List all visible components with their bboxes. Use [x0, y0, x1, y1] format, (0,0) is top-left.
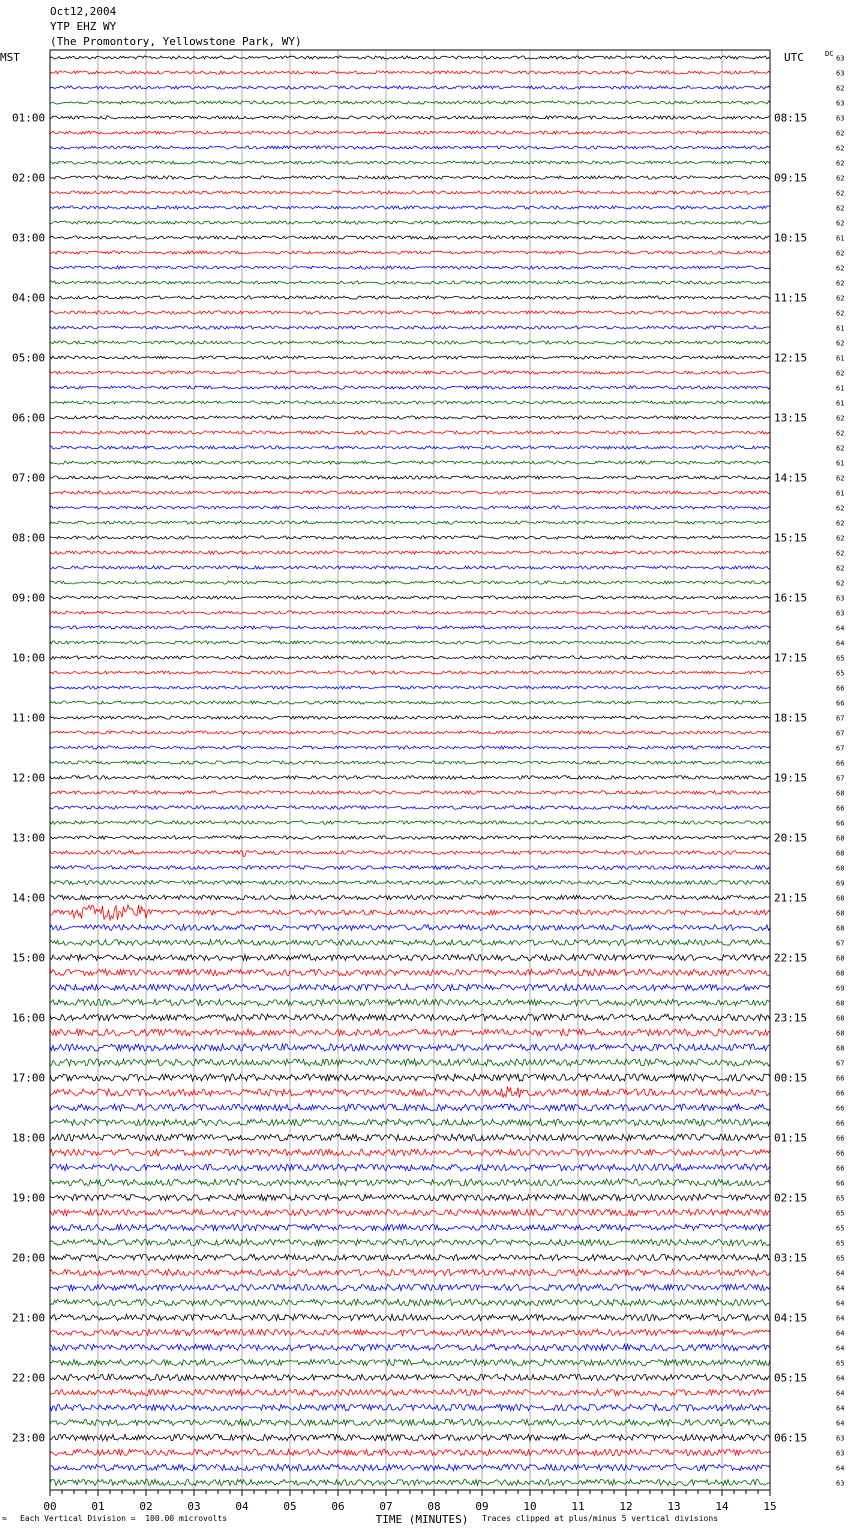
- utc-hour-label: 23:15: [774, 1011, 808, 1025]
- seismic-trace: [50, 371, 770, 374]
- seismic-trace: [50, 1104, 770, 1111]
- seismic-trace: [50, 969, 770, 975]
- dc-offset-label: 64: [836, 1389, 845, 1398]
- dc-offset-label: 62: [836, 264, 845, 273]
- seismic-trace: [50, 701, 770, 704]
- mst-hour-label: 09:00: [12, 591, 46, 605]
- mst-hour-label: 07:00: [12, 471, 46, 485]
- seismic-trace: [50, 1449, 770, 1455]
- utc-hour-label: 10:15: [774, 231, 808, 245]
- dc-offset-label: 62: [836, 579, 845, 588]
- seismic-trace: [50, 146, 770, 149]
- seismic-trace: [50, 1374, 770, 1380]
- dc-offset-label: 62: [836, 204, 845, 213]
- dc-offset-label: 69: [836, 879, 845, 888]
- seismic-trace: [50, 791, 770, 795]
- seismic-trace: [50, 1269, 770, 1275]
- dc-offset-label: 66: [836, 1179, 845, 1188]
- dc-offset-label: 63: [836, 594, 845, 603]
- seismic-trace: [50, 581, 770, 584]
- mst-hour-label: 19:00: [12, 1191, 46, 1205]
- seismic-trace: [50, 850, 770, 856]
- seismic-trace: [50, 1239, 770, 1245]
- seismic-trace: [50, 641, 770, 644]
- dc-offset-label: 66: [836, 1074, 845, 1083]
- utc-hour-label: 01:15: [774, 1131, 808, 1145]
- x-tick-label: 01: [91, 1500, 105, 1513]
- dc-offset-label: 62: [836, 429, 845, 438]
- dc-offset-label: 66: [836, 804, 845, 813]
- seismic-trace: [50, 1029, 770, 1036]
- seismic-trace: [50, 1119, 770, 1126]
- seismic-trace: [50, 71, 770, 74]
- mst-hour-label: 11:00: [12, 711, 46, 725]
- seismic-trace: [50, 131, 770, 134]
- utc-hour-label: 17:15: [774, 651, 808, 665]
- mst-hour-label: 08:00: [12, 531, 46, 545]
- dc-offset-label: 67: [836, 1059, 845, 1068]
- dc-offset-label: 66: [836, 819, 845, 828]
- x-tick-label: 02: [139, 1500, 153, 1513]
- dc-offset-label: 67: [836, 714, 845, 723]
- dc-offset-label: 64: [836, 1284, 845, 1293]
- mst-hour-label: 02:00: [12, 171, 46, 185]
- seismic-trace: [50, 191, 770, 194]
- utc-hour-label: 21:15: [774, 891, 808, 905]
- seismic-trace: [50, 999, 770, 1005]
- utc-hour-label: 11:15: [774, 291, 808, 305]
- dc-offset-label: 67: [836, 729, 845, 738]
- utc-hour-label: 20:15: [774, 831, 808, 845]
- dc-offset-label: 62: [836, 444, 845, 453]
- seismic-trace: [50, 1059, 770, 1066]
- seismic-trace: [50, 731, 770, 734]
- mst-hour-label: 05:00: [12, 351, 46, 365]
- seismic-trace: [50, 536, 770, 539]
- utc-hour-label: 15:15: [774, 531, 808, 545]
- seismic-trace: [50, 236, 770, 239]
- seismic-trace: [50, 176, 770, 179]
- seismic-trace: [50, 251, 770, 254]
- dc-offset-label: 65: [836, 654, 845, 663]
- mst-hour-label: 04:00: [12, 291, 46, 305]
- dc-offset-label: 65: [836, 1359, 845, 1368]
- dc-offset-label: 66: [836, 699, 845, 708]
- dc-offset-label: 61: [836, 399, 845, 408]
- seismic-trace: [50, 1464, 770, 1470]
- utc-hour-label: 04:15: [774, 1311, 808, 1325]
- dc-offset-label: 63: [836, 54, 845, 63]
- dc-offset-label: 68: [836, 789, 845, 798]
- dc-offset-label: 68: [836, 999, 845, 1008]
- seismic-trace: [50, 506, 770, 509]
- seismic-trace: [50, 925, 770, 931]
- x-tick-label: 09: [475, 1500, 489, 1513]
- seismic-trace: [50, 1164, 770, 1171]
- utc-hour-label: 03:15: [774, 1251, 808, 1265]
- dc-offset-label: 64: [836, 639, 845, 648]
- dc-offset-label: 64: [836, 1314, 845, 1323]
- dc-offset-label: 62: [836, 549, 845, 558]
- seismic-trace: [50, 56, 770, 59]
- mst-hour-label: 15:00: [12, 951, 46, 965]
- mst-hour-label: 01:00: [12, 111, 46, 125]
- dc-offset-label: 63: [836, 69, 845, 78]
- dc-offset-label: 67: [836, 744, 845, 753]
- seismic-trace: [50, 446, 770, 449]
- x-tick-label: 15: [763, 1500, 777, 1513]
- mst-hour-label: 03:00: [12, 231, 46, 245]
- seismic-trace: [50, 416, 770, 419]
- mst-hour-label: 20:00: [12, 1251, 46, 1265]
- x-tick-label: 06: [331, 1500, 345, 1513]
- footer-scale: Each Vertical Division = 100.00 microvolts: [20, 1514, 228, 1523]
- dc-offset-label: 62: [836, 144, 845, 153]
- utc-hour-label: 06:15: [774, 1431, 808, 1445]
- seismic-trace: [50, 611, 770, 614]
- seismic-trace: [50, 1344, 770, 1350]
- seismic-trace: [50, 296, 770, 299]
- utc-hour-label: 13:15: [774, 411, 808, 425]
- seismic-trace: [50, 566, 770, 569]
- mst-hour-label: 14:00: [12, 891, 46, 905]
- dc-offset-label: 68: [836, 969, 845, 978]
- seismic-trace: [50, 401, 770, 404]
- seismic-trace: [50, 1074, 770, 1081]
- dc-offset-label: 65: [836, 1209, 845, 1218]
- dc-offset-label: 64: [836, 1329, 845, 1338]
- dc-offset-label: 64: [836, 1374, 845, 1383]
- seismic-trace: [50, 266, 770, 269]
- seismic-trace: [50, 311, 770, 314]
- mst-hour-label: 17:00: [12, 1071, 46, 1085]
- dc-offset-label: 63: [836, 1479, 845, 1488]
- dc-offset-label: 68: [836, 909, 845, 918]
- utc-hour-label: 00:15: [774, 1071, 808, 1085]
- seismic-trace: [50, 1284, 770, 1290]
- dc-offset-label: 62: [836, 534, 845, 543]
- dc-offset-label: 65: [836, 669, 845, 678]
- utc-hour-label: 02:15: [774, 1191, 808, 1205]
- utc-hour-label: 19:15: [774, 771, 808, 785]
- dc-offset-label: 62: [836, 174, 845, 183]
- seismic-trace: [50, 895, 770, 899]
- utc-hour-label: 12:15: [774, 351, 808, 365]
- dc-offset-label: 68: [836, 864, 845, 873]
- seismic-trace: [50, 1434, 770, 1440]
- seismic-trace: [50, 984, 770, 990]
- dc-offset-label: 64: [836, 1299, 845, 1308]
- seismic-trace: [50, 341, 770, 344]
- seismic-trace: [50, 671, 770, 674]
- dc-offset-label: 66: [836, 759, 845, 768]
- seismic-trace: [50, 326, 770, 329]
- dc-offset-label: 62: [836, 249, 845, 258]
- seismic-trace: [50, 746, 770, 749]
- dc-offset-label: 68: [836, 1029, 845, 1038]
- mst-hour-label: 10:00: [12, 651, 46, 665]
- seismic-trace: [50, 116, 770, 119]
- dc-offset-label: 63: [836, 114, 845, 123]
- seismic-trace: [50, 1404, 770, 1410]
- seismic-trace: [50, 1194, 770, 1200]
- mst-hour-label: 13:00: [12, 831, 46, 845]
- seismic-trace: [50, 1359, 770, 1365]
- header-location: (The Promontory, Yellowstone Park, WY): [50, 35, 302, 48]
- dc-offset-label: 62: [836, 84, 845, 93]
- dc-offset-label: 66: [836, 684, 845, 693]
- dc-offset-label: 62: [836, 369, 845, 378]
- dc-offset-label: 68: [836, 924, 845, 933]
- dc-offset-label: 65: [836, 1239, 845, 1248]
- mst-hour-label: 12:00: [12, 771, 46, 785]
- seismic-trace: [50, 1419, 770, 1425]
- dc-offset-label: 62: [836, 294, 845, 303]
- dc-offset-label: 64: [836, 1344, 845, 1353]
- dc-offset-label: 66: [836, 1134, 845, 1143]
- utc-hour-label: 05:15: [774, 1371, 808, 1385]
- dc-offset-label: 64: [836, 1269, 845, 1278]
- seismic-trace: [50, 1389, 770, 1395]
- dc-offset-label: 66: [836, 1104, 845, 1113]
- seismic-trace: [50, 161, 770, 164]
- seismic-trace: [50, 1044, 770, 1051]
- dc-offset-label: 65: [836, 1254, 845, 1263]
- dc-offset-label: 62: [836, 189, 845, 198]
- seismic-trace: [50, 206, 770, 209]
- dc-offset-label: 61: [836, 384, 845, 393]
- x-tick-label: 12: [619, 1500, 633, 1513]
- dc-offset-label: 65: [836, 1224, 845, 1233]
- seismic-trace: [50, 716, 770, 719]
- seismic-trace: [50, 1224, 770, 1230]
- mst-hour-label: 06:00: [12, 411, 46, 425]
- utc-hour-label: 09:15: [774, 171, 808, 185]
- seismic-trace: [50, 686, 770, 689]
- seismic-trace: [50, 101, 770, 104]
- dc-offset-label: 64: [836, 1464, 845, 1473]
- seismic-trace: [50, 821, 770, 825]
- seismic-trace: [50, 940, 770, 946]
- seismic-trace: [50, 626, 770, 629]
- seismic-trace: [50, 1149, 770, 1156]
- x-tick-label: 11: [571, 1500, 585, 1513]
- seismic-trace: [50, 1086, 770, 1097]
- x-tick-label: 04: [235, 1500, 249, 1513]
- mst-hour-label: 16:00: [12, 1011, 46, 1025]
- seismic-trace: [50, 761, 770, 764]
- seismic-trace: [50, 866, 770, 870]
- dc-offset-label: 62: [836, 309, 845, 318]
- dc-offset-label: 63: [836, 1434, 845, 1443]
- seismic-trace: [50, 551, 770, 554]
- utc-hour-label: 08:15: [774, 111, 808, 125]
- dc-offset-label: 68: [836, 954, 845, 963]
- seismic-trace: [50, 955, 770, 961]
- mst-hour-label: 21:00: [12, 1311, 46, 1325]
- mst-hour-label: 23:00: [12, 1431, 46, 1445]
- seismic-trace: [50, 1329, 770, 1335]
- dc-offset-label: 65: [836, 1194, 845, 1203]
- seismic-trace: [50, 836, 770, 840]
- seismic-trace: [50, 880, 770, 884]
- dc-offset-label: 68: [836, 1044, 845, 1053]
- seismic-trace: [50, 1299, 770, 1305]
- mst-hour-label: 18:00: [12, 1131, 46, 1145]
- dc-offset-label: 62: [836, 279, 845, 288]
- footer-clip: Traces clipped at plus/minus 5 vertical divisions: [482, 1514, 719, 1523]
- header-station: YTP EHZ WY: [50, 20, 117, 33]
- seismic-trace: [50, 221, 770, 224]
- x-tick-label: 08: [427, 1500, 441, 1513]
- seismic-trace: [50, 491, 770, 494]
- seismic-trace: [50, 776, 770, 780]
- dc-offset-label: 64: [836, 1419, 845, 1428]
- dc-offset-label: 66: [836, 1119, 845, 1128]
- dc-offset-label: 62: [836, 474, 845, 483]
- seismic-trace: [50, 521, 770, 524]
- seismic-trace: [50, 461, 770, 464]
- dc-offset-label: 62: [836, 504, 845, 513]
- dc-offset-label: 68: [836, 894, 845, 903]
- x-tick-label: 03: [187, 1500, 201, 1513]
- dc-offset-label: 66: [836, 1089, 845, 1098]
- seismic-trace: [50, 431, 770, 434]
- x-tick-label: 07: [379, 1500, 393, 1513]
- seismic-trace: [50, 656, 770, 659]
- dc-offset-label: 62: [836, 519, 845, 528]
- seismic-trace: [50, 806, 770, 810]
- dc-offset-label: 62: [836, 219, 845, 228]
- dc-offset-label: 61: [836, 354, 845, 363]
- seismic-trace: [50, 1209, 770, 1215]
- dc-offset-label: 63: [836, 99, 845, 108]
- seismic-trace: [50, 905, 770, 920]
- dc-offset-label: 62: [836, 159, 845, 168]
- seismic-trace: [50, 386, 770, 389]
- footer-mark: ≈: [2, 1514, 7, 1523]
- seismic-trace: [50, 86, 770, 89]
- dc-offset-label: 66: [836, 1164, 845, 1173]
- dc-offset-label: 62: [836, 339, 845, 348]
- dc-offset-label: 62: [836, 129, 845, 138]
- utc-hour-label: 18:15: [774, 711, 808, 725]
- dc-offset-label: 68: [836, 1014, 845, 1023]
- x-tick-label: 13: [667, 1500, 681, 1513]
- x-axis-ticks: [43, 1490, 776, 1513]
- dc-offset-label: 63: [836, 609, 845, 618]
- seismic-trace: [50, 356, 770, 359]
- seismic-trace: [50, 281, 770, 284]
- dc-offset-label: 64: [836, 624, 845, 633]
- dc-offset-label: 69: [836, 984, 845, 993]
- seismic-trace: [50, 596, 770, 599]
- dc-offset-label: 61: [836, 489, 845, 498]
- dc-offset-label: 61: [836, 324, 845, 333]
- dc-offset-label: 62: [836, 564, 845, 573]
- dc-offset-label: 68: [836, 849, 845, 858]
- x-axis-label: TIME (MINUTES): [375, 1513, 469, 1526]
- dc-offset-label: 66: [836, 1149, 845, 1158]
- utc-hour-label: 14:15: [774, 471, 808, 485]
- x-tick-label: 10: [523, 1500, 537, 1513]
- utc-hour-label: 16:15: [774, 591, 808, 605]
- x-tick-label: 00: [43, 1500, 57, 1513]
- header-date: Oct12,2004: [50, 5, 117, 18]
- dc-offset-label: 61: [836, 234, 845, 243]
- dc-offset-label: 63: [836, 1449, 845, 1458]
- right-axis-label: UTC: [784, 51, 804, 64]
- seismic-trace: [50, 1314, 770, 1320]
- dc-label: DC: [825, 50, 834, 58]
- left-axis-label: MST: [0, 51, 20, 64]
- dc-offset-label: 67: [836, 939, 845, 948]
- seismic-trace: [50, 1479, 770, 1485]
- dc-offset-label: 64: [836, 1404, 845, 1413]
- dc-offset-label: 61: [836, 459, 845, 468]
- seismic-trace: [50, 1134, 770, 1141]
- dc-offset-label: 67: [836, 774, 845, 783]
- seismic-trace: [50, 1254, 770, 1260]
- seismic-trace: [50, 1179, 770, 1186]
- utc-hour-label: 22:15: [774, 951, 808, 965]
- x-tick-label: 05: [283, 1500, 297, 1513]
- dc-offset-label: 62: [836, 414, 845, 423]
- seismic-trace: [50, 476, 770, 479]
- x-tick-label: 14: [715, 1500, 729, 1513]
- traces: [50, 55, 844, 1488]
- dc-offset-label: 68: [836, 834, 845, 843]
- seismic-trace: [50, 1014, 770, 1021]
- mst-hour-label: 22:00: [12, 1371, 46, 1385]
